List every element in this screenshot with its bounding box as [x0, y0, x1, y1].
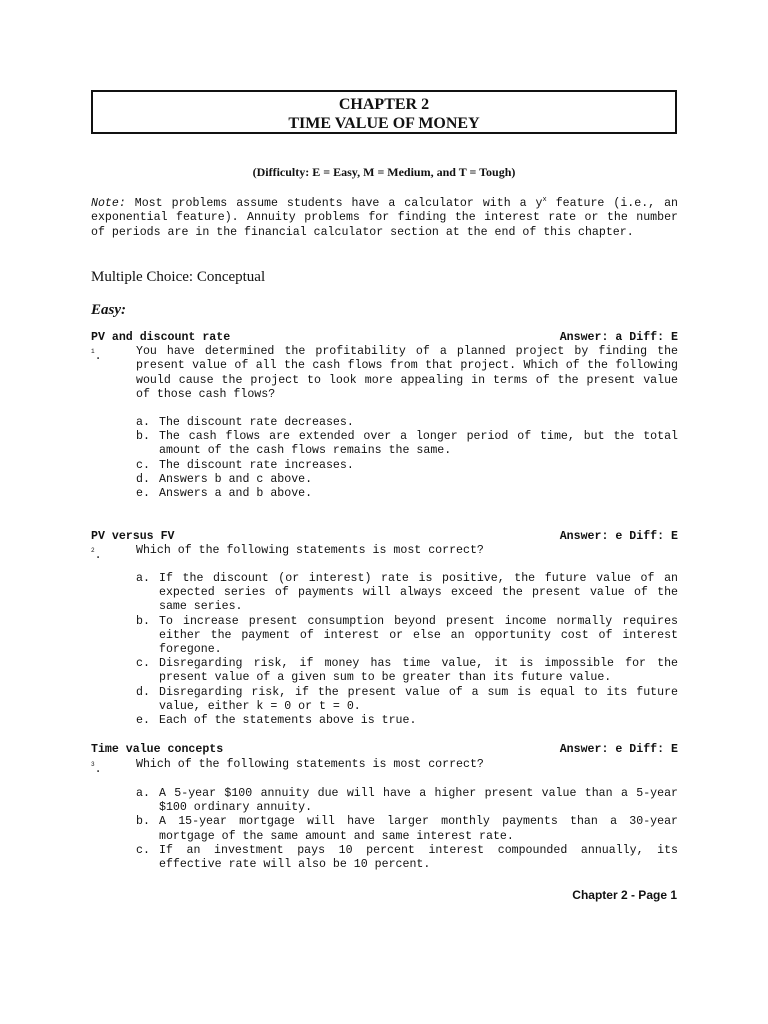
answer-difficulty: Answer: e Diff: E	[559, 530, 678, 543]
intro-note	[91, 193, 678, 240]
answer-difficulty: Answer: e Diff: E	[559, 743, 678, 756]
question-topic: PV and discount rate	[91, 331, 231, 344]
answer-option: d. Disregarding risk, if the present value of a sum is equal to its future value, either k = 0 or t = 0.	[136, 685, 678, 713]
question-stem: You have determined the profitability of a planned project by finding the present value of all the cash flows from that project. Which of the following would cause the project to look more appealing in terms of the present value of those cash flows?	[136, 345, 678, 402]
section-title: Multiple Choice: Conceptual	[91, 269, 266, 285]
answer-options	[136, 416, 678, 501]
question-number: $^3$.	[91, 761, 102, 776]
answer-option: b. A 15-year mortgage will have larger monthly payments than a 30-year mortgage of the same amount and same interest rate.	[136, 815, 678, 843]
question-number: $^1$.	[91, 348, 102, 363]
answer-options	[136, 572, 678, 728]
answer-option: e. Answers a and b above.	[136, 487, 313, 501]
answer-option: b. To increase present consumption beyond present income normally requires either the payment of interest or else an opportunity cost of interest foregone.	[136, 614, 678, 657]
answer-option: c. If an investment pays 10 percent interest compounded annually, its effective rate will also be 10 percent.	[136, 843, 678, 872]
difficulty-legend: (Difficulty: E = Easy, M = Medium, and T = Tough)	[252, 165, 516, 179]
page-footer: Chapter 2 - Page 1	[572, 888, 677, 902]
question-number: $^2$.	[91, 547, 102, 562]
answer-option: b. The cash flows are extended over a longer period of time, but the total amount of the cash flows remains the same.	[136, 430, 678, 458]
answer-option: e. Each of the statements above is true.	[136, 714, 417, 728]
answer-option: d. Answers b and c above.	[136, 472, 313, 486]
answer-option: c. The discount rate increases.	[136, 458, 354, 472]
answer-difficulty: Answer: a Diff: E	[559, 331, 678, 344]
answer-option: c. Disregarding risk, if money has time value, it is impossible for the present value of a given sum to be greater than its future value.	[136, 657, 678, 685]
question-stem: Which of the following statements is most correct?	[136, 758, 484, 771]
note-superscript: x	[542, 196, 547, 204]
note-lead: Note:	[91, 196, 126, 210]
note-text-part2: feature (i.e., an exponential feature). Annuity problems for finding the interest rate or the number of periods are in the financial calculator section at the end of this chapter.	[91, 196, 678, 239]
note-text-part1: Most problems assume students have a calculator with a y	[125, 196, 543, 210]
answer-option: a. The discount rate decreases.	[136, 416, 354, 429]
chapter-title: TIME VALUE OF MONEY	[288, 115, 480, 132]
question-topic: Time value concepts	[91, 743, 224, 756]
answer-options	[136, 787, 678, 872]
chapter-number: CHAPTER 2	[338, 96, 430, 113]
chapter-heading-box	[91, 90, 677, 134]
question-topic: PV versus FV	[91, 530, 175, 543]
answer-option: a. If the discount (or interest) rate is positive, the future value of an expected series of payments will always exceed the present value of the same series.	[136, 572, 678, 614]
answer-option: a. A 5-year $100 annuity due will have a higher present value than a 5-year $100 ordinary annuity.	[136, 787, 678, 815]
question-stem: Which of the following statements is most correct?	[136, 544, 484, 557]
difficulty-subheading: Easy:	[91, 302, 126, 318]
